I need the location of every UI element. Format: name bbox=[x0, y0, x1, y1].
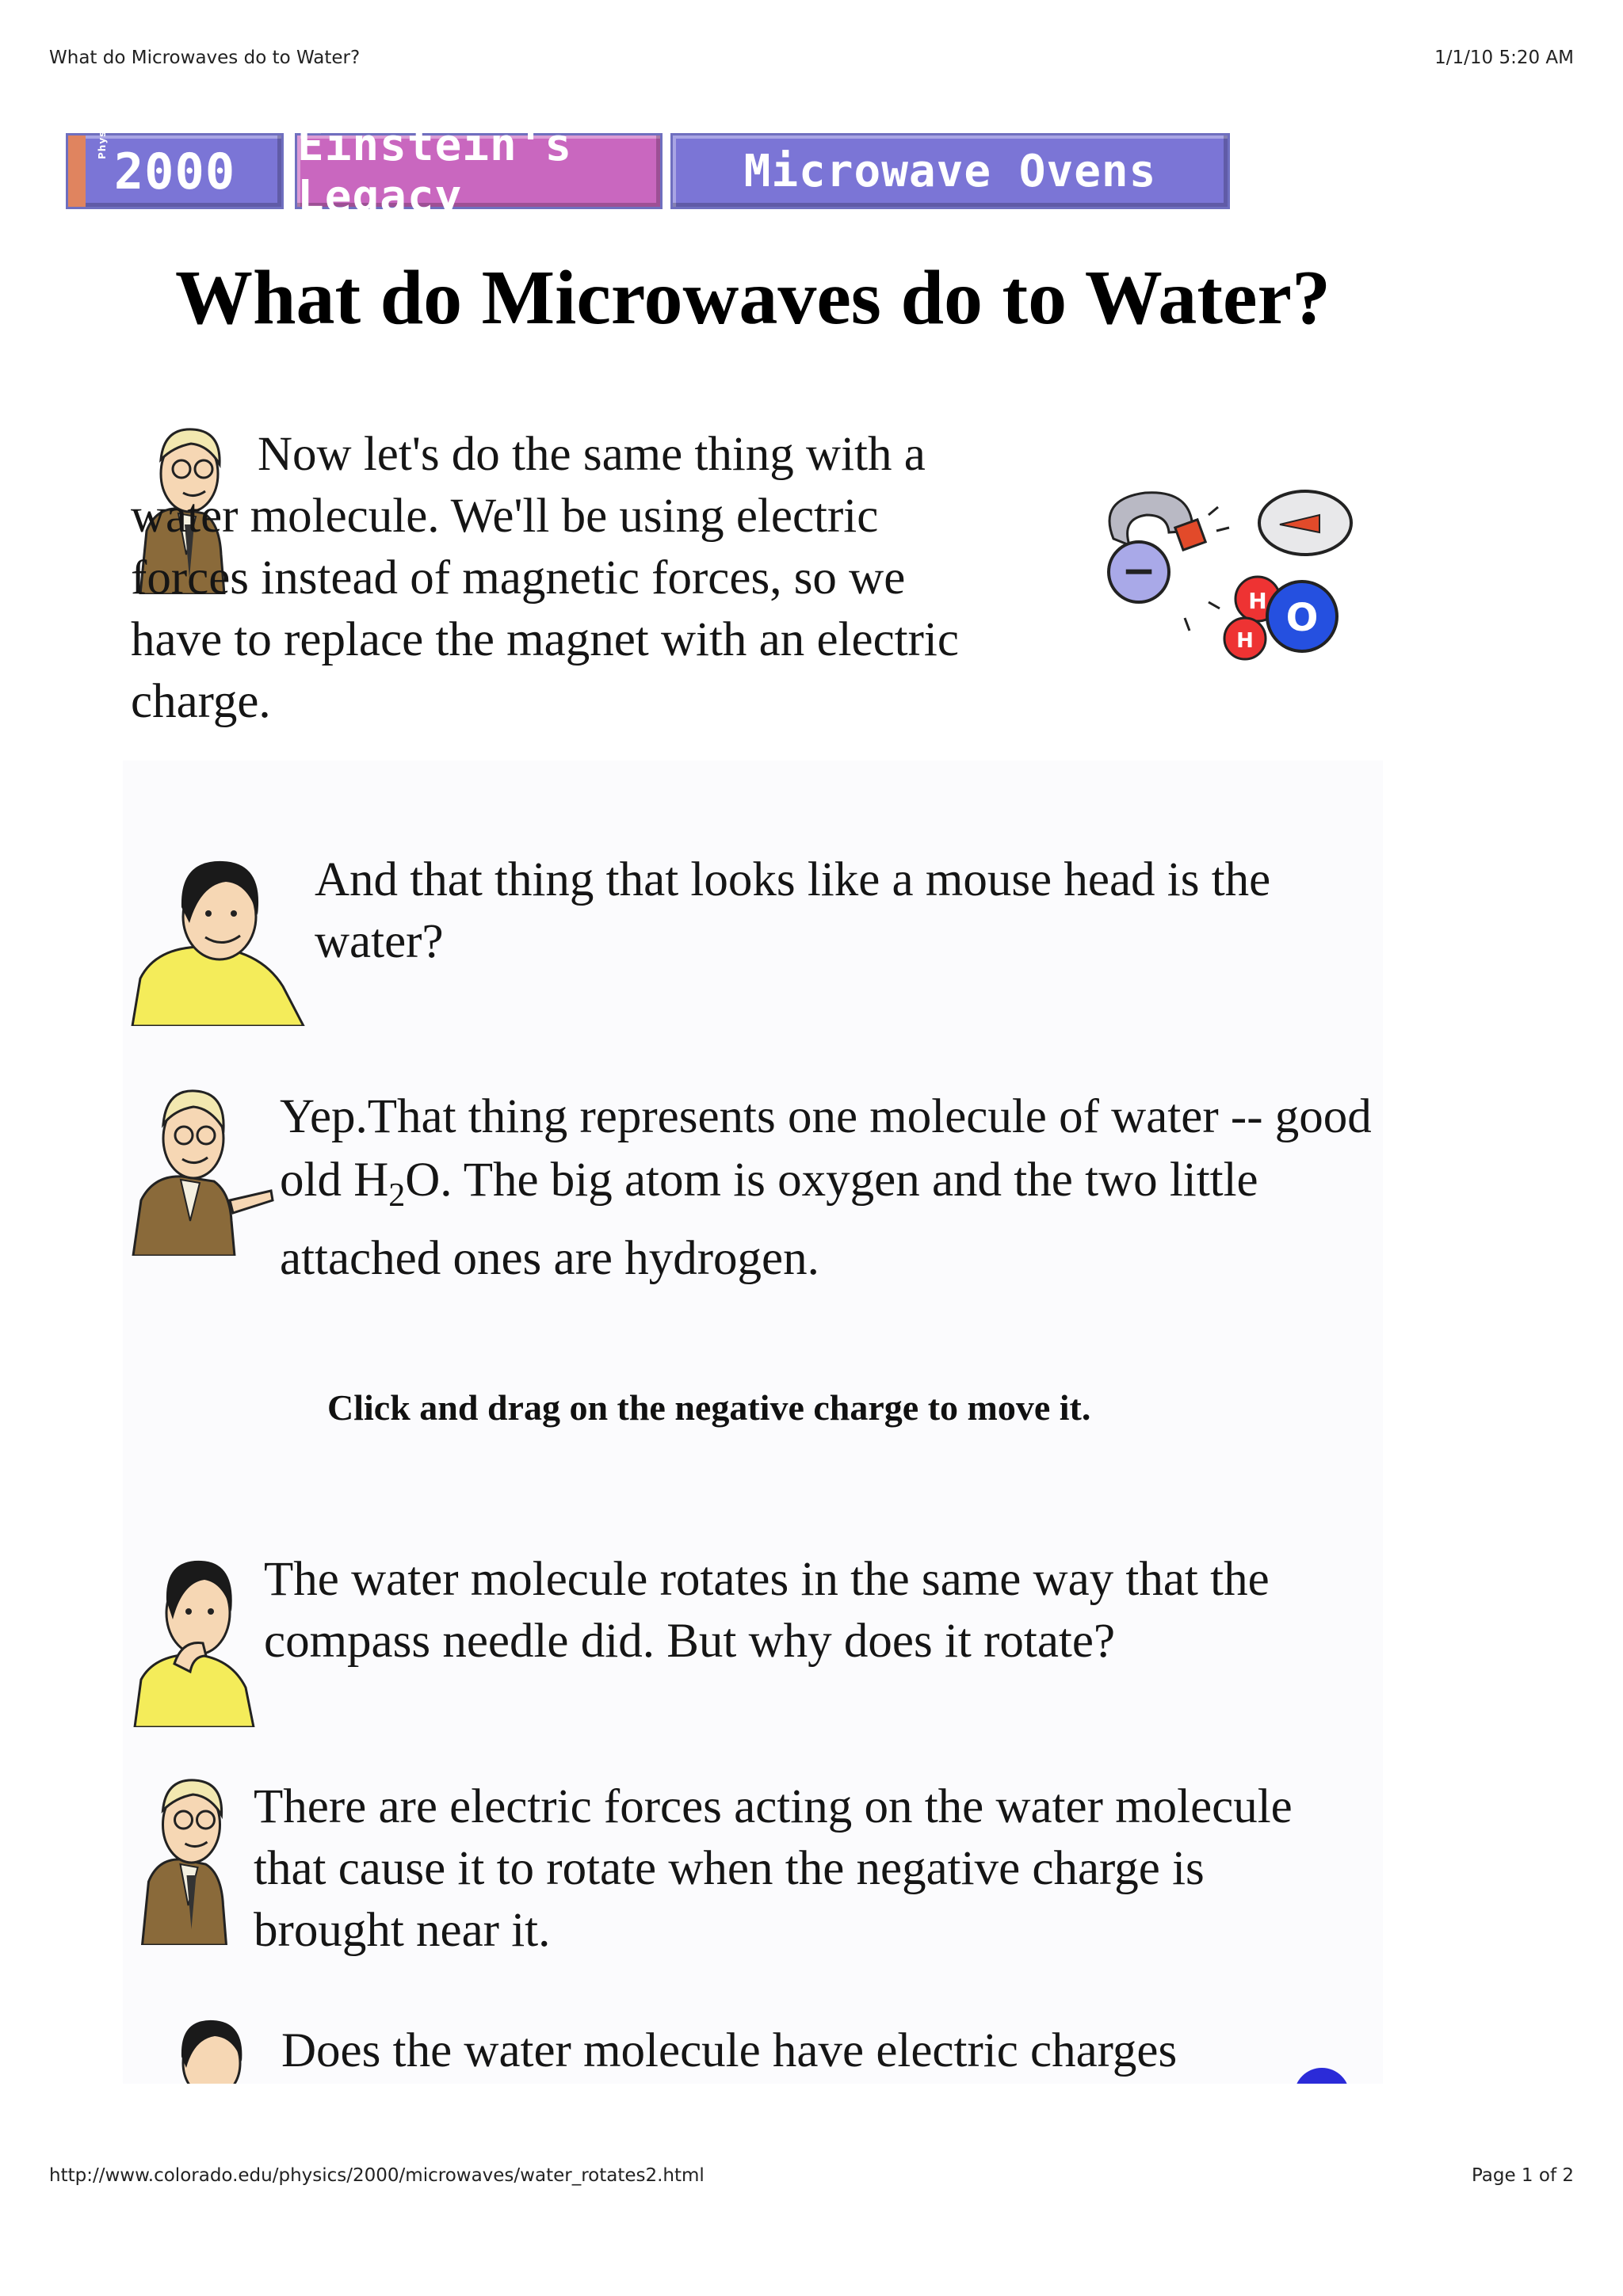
dialogue-3-after: O. The big atom is oxygen and the two little attached ones are hydrogen. bbox=[280, 1154, 1258, 1286]
dialogue-text-1: Now let's do the same thing with a water molecule. We'll be using electric forces instead of magnetic forces, so we have to replace the magnet with an electric charge. bbox=[131, 428, 959, 728]
nav-bar bbox=[66, 113, 1239, 223]
nav-microwave-ovens-button[interactable] bbox=[670, 133, 1230, 209]
dialogue-6-clip bbox=[281, 2020, 1335, 2084]
print-header bbox=[49, 48, 1574, 68]
water-molecule-illustration bbox=[1090, 483, 1359, 666]
dialogue-text-2: And that thing that looks like a mouse head is the water? bbox=[315, 853, 1271, 968]
dialogue-text-3 bbox=[280, 1085, 1381, 1291]
student-avatar-icon bbox=[124, 844, 307, 1026]
student-thinking-avatar-icon bbox=[127, 1545, 262, 1727]
dialogue-3-subscript: 2 bbox=[388, 1177, 406, 1215]
nav-physics-vertical-label: Physics bbox=[97, 113, 108, 159]
blue-shape-clip bbox=[1294, 2068, 1350, 2084]
nav-physics-2000-button[interactable] bbox=[66, 113, 284, 209]
drag-instruction: Click and drag on the negative charge to move it. bbox=[327, 1387, 1091, 1428]
oxygen-label: O bbox=[1285, 596, 1319, 640]
print-url: http://www.colorado.edu/physics/2000/microwaves/water_rotates2.html bbox=[49, 2165, 705, 2186]
student-avatar-icon bbox=[170, 2012, 250, 2084]
professor-avatar-icon bbox=[132, 1771, 243, 1945]
blue-circle-icon bbox=[1294, 2068, 1350, 2084]
dialogue-text-4: The water molecule rotates in the same way that the compass needle did. But why does it rotate? bbox=[264, 1553, 1270, 1668]
print-page-number: Page 1 of 2 bbox=[1471, 2165, 1574, 2186]
dialogue-text-5: There are electric forces acting on the water molecule that cause it to rotate when the negative charge is brought near it. bbox=[254, 1780, 1293, 1957]
print-title: What do Microwaves do to Water? bbox=[49, 48, 361, 68]
dialogue-3-before: Yep.That thing represents one molecule of water -- good old H bbox=[280, 1090, 1372, 1207]
print-footer bbox=[49, 2165, 1574, 2186]
nav-legacy-label: Einstein's Legacy bbox=[297, 120, 573, 223]
nav-einsteins-legacy-button[interactable] bbox=[295, 120, 663, 223]
nav-ovens-label: Microwave Ovens bbox=[743, 145, 1157, 197]
negative-charge-symbol: − bbox=[1121, 547, 1156, 595]
hydrogen-label-1: H bbox=[1248, 588, 1267, 614]
student-avatar-clipped bbox=[170, 2012, 250, 2084]
page-title: What do Microwaves do to Water? bbox=[174, 255, 1331, 341]
nav-physics-label: 2000 bbox=[113, 142, 236, 200]
dialogue-text-6: Does the water molecule have electric charges bbox=[281, 2024, 1178, 2077]
page-content bbox=[97, 113, 1383, 2084]
print-datetime: 1/1/10 5:20 AM bbox=[1434, 48, 1574, 68]
hydrogen-label-2: H bbox=[1236, 629, 1254, 653]
professor-avatar-icon bbox=[127, 1081, 277, 1256]
nav-stripe bbox=[68, 135, 86, 207]
